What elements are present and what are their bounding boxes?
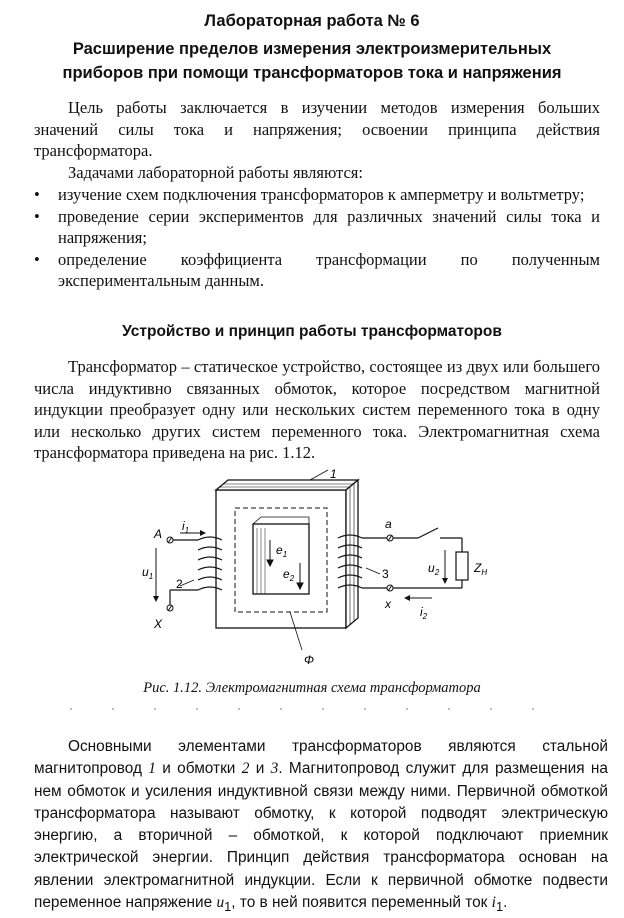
label-i1-sub: 1 [184, 526, 190, 535]
label-e2: e [283, 567, 290, 581]
label-u2-sub: 2 [434, 568, 440, 577]
label-i2: i [420, 605, 423, 619]
label-x: x [385, 597, 391, 611]
section-title: Устройство и принцип работы трансформаторов [122, 323, 502, 340]
load-circuit [393, 528, 468, 588]
transformer-diagram [140, 468, 520, 678]
label-secondary: 3 [382, 567, 389, 581]
svg-text:i1 [182, 519, 189, 535]
task-item: • проведение серии экспериментов для различных значений силы тока и напряжения; [58, 206, 600, 249]
label-A: A [154, 527, 163, 541]
goal-paragraph: Цель работы заключается в изучении методов измерения больших значений силы тока и напряжения; освоении принципа действия трансформатора. [34, 98, 600, 160]
lab-title: Лабораторная работа № 6 [204, 12, 420, 30]
tasks-heading: Задачами лабораторной работы являются: [68, 163, 363, 182]
svg-text:u2 [428, 561, 440, 577]
body-paragraph-2: Основными элементами трансформаторов являются стальной магнитопровод 1 и обмотки 2 и 3. Магнитопровод служит для размещения на нем обмоток и усиления индуктивной связи между ними. Первичной обмоткой трансформатора называют обмотку, к которой подводят электрическую энергию, а вторичной – обмоткой, к которой подключают приемник электрической энергии. Принцип действия трансформатора основан на явлении электромагнитной индукции. Если к первичной обмотке подвести переменное напряжение $u_1$, то в ней появится переменный ток $i_1$. [34, 738, 608, 915]
label-e1-sub: 1 [282, 550, 288, 559]
section-paragraph: Трансформатор – статическое устройство, состоящее из двух или большего числа индуктивно связанных обмоток, которое посредством магнитной индукции преобразует одну или нескольких систем переменного тока в одну или несколько других систем переменного тока. Электромагнитная схема трансформатора приведена на рис. 1.12. [34, 357, 600, 462]
label-primary: 2 [176, 577, 183, 591]
svg-text:ZН [473, 561, 487, 577]
label-u2: u [428, 561, 435, 575]
label-i1: i [182, 519, 185, 533]
task-item: • определение коэффициента трансформации по полученным экспериментальным данным. [58, 249, 600, 292]
label-X: X [154, 617, 163, 631]
label-e2-sub: 2 [289, 574, 295, 583]
subtitle-line-2: приборов при помощи трансформаторов тока и напряжения [62, 64, 562, 82]
label-zn-sub: Н [481, 568, 488, 577]
label-core: 1 [330, 468, 337, 481]
label-phi: Φ [304, 653, 315, 667]
label-a: a [385, 517, 392, 531]
svg-text:i2 [420, 605, 428, 621]
page-break-line [70, 706, 560, 712]
label-zn: Z [474, 561, 482, 575]
label-e1: e [276, 543, 283, 557]
figure-caption: Рис. 1.12. Электромагнитная схема трансформатора [143, 680, 481, 696]
tasks-list [58, 184, 600, 292]
task-item: • изучение схем подключения трансформаторов к амперметру и вольтметру; [58, 184, 600, 206]
label-i2-sub: 2 [422, 612, 428, 621]
svg-text:u1 [142, 565, 153, 581]
subtitle-line-1: Расширение пределов измерения электроизмерительных [72, 40, 552, 58]
label-u1-sub: 1 [148, 572, 154, 581]
label-u1: u [142, 565, 149, 579]
